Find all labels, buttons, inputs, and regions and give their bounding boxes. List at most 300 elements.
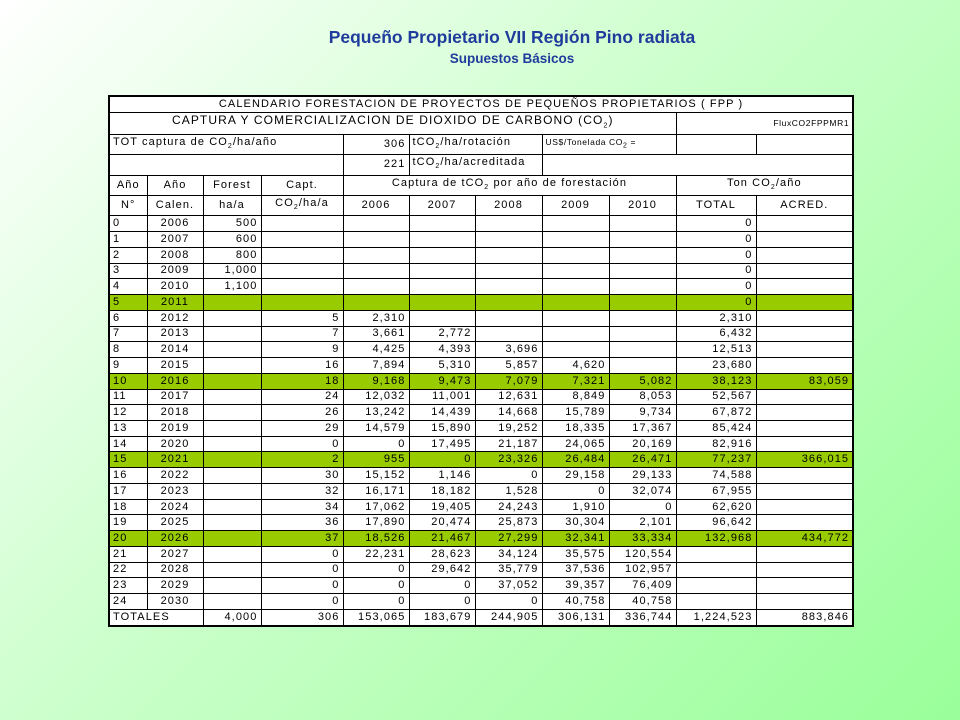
table-cell [409, 310, 475, 326]
table-cell: 28,623 [409, 546, 475, 562]
table-cell [756, 279, 853, 295]
table-cell [203, 468, 261, 484]
table-cell: 11 [109, 389, 147, 405]
accredited-unit: tCO$_2$/ha/acreditada [409, 155, 542, 175]
table-cell: 7,321 [542, 373, 609, 389]
table-cell: 132,968 [676, 531, 756, 547]
table-cell: 5 [261, 310, 343, 326]
table-cell: 40,758 [542, 594, 609, 610]
table-cell: 52,567 [676, 389, 756, 405]
col-n: N° [109, 195, 147, 215]
table-cell [542, 279, 609, 295]
table-cell: 2006 [147, 216, 203, 232]
table-cell [756, 546, 853, 562]
table-cell: 82,916 [676, 436, 756, 452]
table-row [109, 342, 853, 358]
table-cell: 12 [109, 405, 147, 421]
table-cell [343, 247, 409, 263]
table-cell: 18,335 [542, 420, 609, 436]
empty-cell [756, 134, 853, 154]
table-cell: 26 [261, 405, 343, 421]
table-cell: 8,053 [609, 389, 676, 405]
table-cell: 2026 [147, 531, 203, 547]
table-cell: 20,169 [609, 436, 676, 452]
totals-cell: 336,744 [609, 609, 676, 626]
col-2009: 2009 [542, 195, 609, 215]
table-cell: 2,101 [609, 515, 676, 531]
table-cell [609, 310, 676, 326]
price-value [676, 134, 756, 154]
table-cell: 17,890 [343, 515, 409, 531]
table-row [109, 263, 853, 279]
table-cell: 17 [109, 483, 147, 499]
table-cell: 102,957 [609, 562, 676, 578]
table-cell: 40,758 [609, 594, 676, 610]
table-cell: 2023 [147, 483, 203, 499]
table-cell [756, 562, 853, 578]
table-cell [756, 295, 853, 311]
table-cell: 39,357 [542, 578, 609, 594]
table-cell: 15,152 [343, 468, 409, 484]
calendar-title: CALENDARIO FORESTACION DE PROYECTOS DE PEQUEÑOS PROPIETARIOS ( FPP ) [109, 96, 853, 112]
table-cell: 0 [409, 452, 475, 468]
col-capt: Capt. [261, 175, 343, 195]
table-cell: 30 [261, 468, 343, 484]
table-cell: 32,074 [609, 483, 676, 499]
table-cell: 0 [109, 216, 147, 232]
table-cell [676, 578, 756, 594]
table-cell: 0 [343, 562, 409, 578]
table-cell: 38,123 [676, 373, 756, 389]
table-cell: 19 [109, 515, 147, 531]
col-acred: ACRED. [756, 195, 853, 215]
table-cell: 29 [261, 420, 343, 436]
table-row [109, 562, 853, 578]
table-cell [756, 594, 853, 610]
table-cell: 25,873 [475, 515, 542, 531]
table-cell: 4,620 [542, 358, 609, 374]
table-cell: 24,243 [475, 499, 542, 515]
table-cell: 0 [261, 578, 343, 594]
table-cell [609, 247, 676, 263]
table-row [109, 216, 853, 232]
table-cell: 24 [261, 389, 343, 405]
table-cell: 26,484 [542, 452, 609, 468]
table-cell: 35,575 [542, 546, 609, 562]
table-cell [203, 499, 261, 515]
table-cell: 0 [676, 216, 756, 232]
table-cell [756, 436, 853, 452]
table-cell: 7 [109, 326, 147, 342]
table-cell: 27,299 [475, 531, 542, 547]
table-cell: 19,252 [475, 420, 542, 436]
totals-cell: 244,905 [475, 609, 542, 626]
table-cell: 29,642 [409, 562, 475, 578]
table-cell: 1,910 [542, 499, 609, 515]
table-cell: 500 [203, 216, 261, 232]
forestation-table [108, 95, 854, 627]
table-cell [542, 310, 609, 326]
table-cell: 15,789 [542, 405, 609, 421]
totals-cell: 4,000 [203, 609, 261, 626]
table-cell: 2012 [147, 310, 203, 326]
table-cell: 96,642 [676, 515, 756, 531]
table-cell: 0 [343, 578, 409, 594]
table-cell [756, 310, 853, 326]
table-cell [409, 263, 475, 279]
table-cell [609, 216, 676, 232]
table-cell: 21,187 [475, 436, 542, 452]
col-co2-ha-a: $CO_2/ha/a$ [261, 195, 343, 215]
table-cell: 7 [261, 326, 343, 342]
table-cell [756, 358, 853, 374]
table-cell [203, 546, 261, 562]
table-row [109, 373, 853, 389]
table-cell [542, 216, 609, 232]
totals-cell: 1,224,523 [676, 609, 756, 626]
totals-row [109, 609, 853, 626]
table-cell: 62,620 [676, 499, 756, 515]
table-row [109, 405, 853, 421]
col-ton-group: Ton $CO_2$/año [676, 175, 853, 195]
table-cell: 2013 [147, 326, 203, 342]
table-cell [203, 373, 261, 389]
table-cell: 18,182 [409, 483, 475, 499]
table-cell: 32,341 [542, 531, 609, 547]
table-cell: 1,528 [475, 483, 542, 499]
col-2010: 2010 [609, 195, 676, 215]
table-cell [261, 232, 343, 248]
table-cell: 1,000 [203, 263, 261, 279]
table-cell: 4 [109, 279, 147, 295]
table-cell: 0 [261, 546, 343, 562]
table-cell [609, 263, 676, 279]
table-cell: 36 [261, 515, 343, 531]
capture-title: CAPTURA Y COMERCIALIZACION DE DIOXIDO DE CARBONO $(CO_2)$ [109, 112, 676, 134]
table-cell: 2017 [147, 389, 203, 405]
table-cell: 67,872 [676, 405, 756, 421]
table-row [109, 247, 853, 263]
empty-cell [542, 155, 853, 175]
table-row [109, 232, 853, 248]
table-cell: 6,432 [676, 326, 756, 342]
table-cell [475, 326, 542, 342]
table-cell: 18 [109, 499, 147, 515]
empty-cell [109, 155, 343, 175]
table-row [109, 452, 853, 468]
table-cell: 2 [261, 452, 343, 468]
table-cell: 30,304 [542, 515, 609, 531]
table-cell: 5 [109, 295, 147, 311]
table-cell [542, 247, 609, 263]
header-row-accredited [109, 155, 853, 175]
table-cell [756, 247, 853, 263]
table-cell [203, 310, 261, 326]
table-cell [756, 420, 853, 436]
table-cell: 37,052 [475, 578, 542, 594]
table-cell [756, 578, 853, 594]
table-row [109, 389, 853, 405]
table-cell: 0 [676, 263, 756, 279]
table-cell: 2029 [147, 578, 203, 594]
table-row [109, 420, 853, 436]
col-ano-cal: Año [147, 175, 203, 195]
table-cell: 0 [343, 436, 409, 452]
table-cell: 24 [109, 594, 147, 610]
col-total: TOTAL [676, 195, 756, 215]
table-cell: 8 [109, 342, 147, 358]
col-2007: 2007 [409, 195, 475, 215]
header-row-capture [109, 112, 853, 134]
col-2008: 2008 [475, 195, 542, 215]
table-cell: 434,772 [756, 531, 853, 547]
table-cell: 67,955 [676, 483, 756, 499]
table-cell: 14,439 [409, 405, 475, 421]
table-cell [475, 247, 542, 263]
table-cell [756, 342, 853, 358]
table-cell: 17,367 [609, 420, 676, 436]
table-cell: 85,424 [676, 420, 756, 436]
table-cell: 4,425 [343, 342, 409, 358]
table-cell: 15 [109, 452, 147, 468]
table-cell [409, 295, 475, 311]
table-cell [343, 216, 409, 232]
table-cell: 17,062 [343, 499, 409, 515]
table-cell: 13,242 [343, 405, 409, 421]
table-cell: 14,668 [475, 405, 542, 421]
col-forest: Forest [203, 175, 261, 195]
table-cell [756, 483, 853, 499]
column-header-row-2 [109, 195, 853, 215]
file-code: FluxCO2FPPMR1 [676, 112, 853, 134]
table-cell: 2,310 [676, 310, 756, 326]
table-row [109, 483, 853, 499]
table-cell: 37 [261, 531, 343, 547]
table-cell [542, 295, 609, 311]
table-cell: 800 [203, 247, 261, 263]
table-cell: 3,661 [343, 326, 409, 342]
table-cell [203, 436, 261, 452]
table-cell [542, 232, 609, 248]
table-cell [203, 389, 261, 405]
table-cell: 2011 [147, 295, 203, 311]
table-cell: 0 [409, 578, 475, 594]
table-cell: 2 [109, 247, 147, 263]
table-cell: 29,158 [542, 468, 609, 484]
table-cell: 83,059 [756, 373, 853, 389]
table-row [109, 594, 853, 610]
table-cell: 600 [203, 232, 261, 248]
tot-capture-label: TOT captura de $CO_2/ha$/año [109, 134, 343, 154]
table-cell [756, 515, 853, 531]
table-cell [203, 515, 261, 531]
table-cell: 20,474 [409, 515, 475, 531]
table-cell: 2021 [147, 452, 203, 468]
table-cell [343, 232, 409, 248]
table-cell [609, 232, 676, 248]
table-cell [261, 263, 343, 279]
table-cell [203, 420, 261, 436]
table-cell: 1 [109, 232, 147, 248]
table-cell: 14,579 [343, 420, 409, 436]
table-cell: 9,168 [343, 373, 409, 389]
table-cell [409, 216, 475, 232]
table-cell: 2018 [147, 405, 203, 421]
table-cell: 5,082 [609, 373, 676, 389]
table-cell: 16,171 [343, 483, 409, 499]
table-cell: 7,894 [343, 358, 409, 374]
page-subtitle: Supuestos Básicos [449, 51, 575, 66]
tot-capture-unit: tCO$_2$/ha/rotación [409, 134, 542, 154]
table-row [109, 326, 853, 342]
table-cell [203, 326, 261, 342]
col-calen: Calen. [147, 195, 203, 215]
table-cell: 7,079 [475, 373, 542, 389]
table-row [109, 295, 853, 311]
totals-label: TOTALES [109, 609, 203, 626]
table-cell: 22 [109, 562, 147, 578]
table-cell: 37,536 [542, 562, 609, 578]
header-row-calendar [109, 96, 853, 112]
price-label: US$/Tonelada $CO_2$ = [542, 134, 676, 154]
table-cell [756, 389, 853, 405]
table-cell: 21 [109, 546, 147, 562]
table-cell: 0 [261, 594, 343, 610]
table-cell [409, 279, 475, 295]
table-cell: 32 [261, 483, 343, 499]
table-cell: 21,467 [409, 531, 475, 547]
table-cell [475, 232, 542, 248]
totals-cell: 183,679 [409, 609, 475, 626]
table-cell: 5,310 [409, 358, 475, 374]
table-cell [475, 279, 542, 295]
table-cell [343, 263, 409, 279]
table-cell: 2,772 [409, 326, 475, 342]
table-cell: 23 [109, 578, 147, 594]
totals-cell: 306,131 [542, 609, 609, 626]
table-cell: 2016 [147, 373, 203, 389]
table-row [109, 499, 853, 515]
table-cell: 120,554 [609, 546, 676, 562]
table-cell: 6 [109, 310, 147, 326]
table-cell: 2030 [147, 594, 203, 610]
table-cell: 2008 [147, 247, 203, 263]
table-row [109, 468, 853, 484]
table-cell [343, 279, 409, 295]
table-cell: 22,231 [343, 546, 409, 562]
table-cell: 14 [109, 436, 147, 452]
table-cell: 9 [109, 358, 147, 374]
table-cell: 2009 [147, 263, 203, 279]
table-cell: 15,890 [409, 420, 475, 436]
table-cell [203, 342, 261, 358]
totals-cell: 306 [261, 609, 343, 626]
table-cell: 23,326 [475, 452, 542, 468]
table-cell: 5,857 [475, 358, 542, 374]
header-row-tot-capture [109, 134, 853, 154]
table-cell: 2025 [147, 515, 203, 531]
table-cell [756, 216, 853, 232]
page-title: Pequeño Propietario VII Región Pino radiata [328, 27, 696, 47]
table-cell: 0 [676, 247, 756, 263]
table-cell [542, 342, 609, 358]
table-cell: 12,513 [676, 342, 756, 358]
table-cell: 17,495 [409, 436, 475, 452]
table-cell [475, 295, 542, 311]
table-cell: 0 [475, 594, 542, 610]
table-cell: 2014 [147, 342, 203, 358]
table-cell [203, 594, 261, 610]
table-cell: 1,100 [203, 279, 261, 295]
table-cell: 26,471 [609, 452, 676, 468]
table-cell [609, 326, 676, 342]
table-cell: 34,124 [475, 546, 542, 562]
table-cell [409, 232, 475, 248]
table-cell: 2019 [147, 420, 203, 436]
table-cell: 0 [609, 499, 676, 515]
table-cell: 3,696 [475, 342, 542, 358]
table-cell [261, 279, 343, 295]
table-cell: 13 [109, 420, 147, 436]
table-row [109, 279, 853, 295]
col-capture-group: Captura de tCO$_2$ por año de forestación [343, 175, 676, 195]
accredited-value: 221 [343, 155, 409, 175]
table-cell: 12,631 [475, 389, 542, 405]
table-cell: 23,680 [676, 358, 756, 374]
table-cell [409, 247, 475, 263]
table-cell: 4,393 [409, 342, 475, 358]
table-cell: 2027 [147, 546, 203, 562]
table-cell [756, 232, 853, 248]
table-cell [203, 295, 261, 311]
table-cell: 0 [676, 279, 756, 295]
table-cell [756, 326, 853, 342]
table-cell: 0 [475, 468, 542, 484]
totals-cell: 883,846 [756, 609, 853, 626]
table-cell: 2028 [147, 562, 203, 578]
col-ano-n: Año [109, 175, 147, 195]
table-row [109, 310, 853, 326]
table-cell [203, 562, 261, 578]
table-cell: 11,001 [409, 389, 475, 405]
table-cell: 24,065 [542, 436, 609, 452]
table-cell [609, 279, 676, 295]
table-cell: 33,334 [609, 531, 676, 547]
table-cell: 18,526 [343, 531, 409, 547]
table-cell: 0 [676, 232, 756, 248]
totals-cell: 153,065 [343, 609, 409, 626]
table-cell [475, 263, 542, 279]
table-cell: 0 [542, 483, 609, 499]
table-cell: 10 [109, 373, 147, 389]
table-cell: 16 [109, 468, 147, 484]
table-cell [203, 358, 261, 374]
col-2006: 2006 [343, 195, 409, 215]
table-cell: 20 [109, 531, 147, 547]
table-cell: 9,734 [609, 405, 676, 421]
table-cell: 18 [261, 373, 343, 389]
table-cell: 0 [343, 594, 409, 610]
table-cell [343, 295, 409, 311]
table-row [109, 578, 853, 594]
table-cell [542, 263, 609, 279]
table-cell: 74,588 [676, 468, 756, 484]
table-row [109, 531, 853, 547]
table-cell [261, 247, 343, 263]
table-cell: 12,032 [343, 389, 409, 405]
table-cell [676, 594, 756, 610]
table-cell: 29,133 [609, 468, 676, 484]
